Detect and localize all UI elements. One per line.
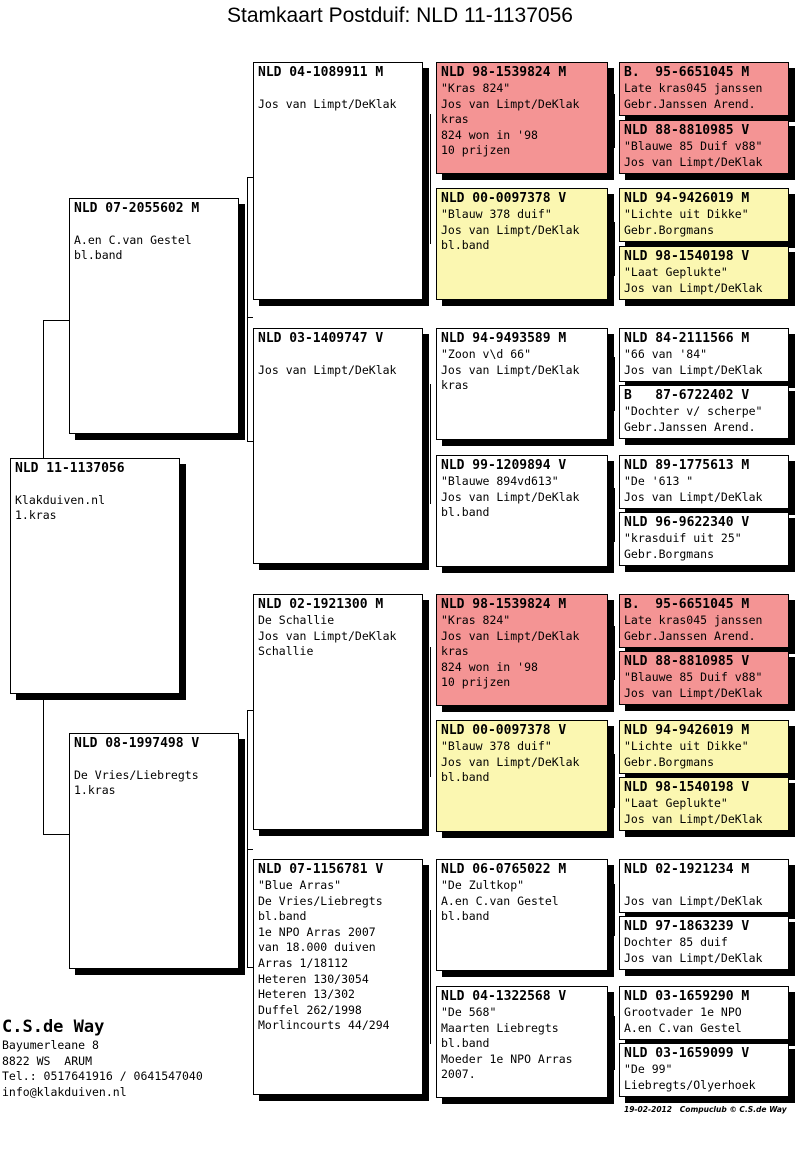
card-detail-line	[74, 752, 234, 768]
card-detail-line: "krasduif uit 25"	[624, 531, 742, 545]
ring-number: NLD 06-0765022 M	[441, 862, 567, 877]
card-detail-line: Gebr.Borgmans	[624, 222, 715, 237]
ring-number: NLD 02-1921300 M	[258, 597, 384, 612]
connector-line	[614, 884, 615, 936]
card-detail-line: Dochter 85 duif	[624, 935, 728, 949]
ring-number: B 87-6722402 V	[624, 388, 750, 403]
ring-number: NLD 04-1089911 M	[258, 65, 384, 80]
pedigree-card-gen4	[619, 859, 789, 913]
card-detail-line: Gebr.Borgmans	[624, 754, 715, 769]
card-detail-line: Jos van Limpt/DeKlak	[624, 811, 763, 826]
card-detail-line: "Lichte uit Dikke"	[624, 739, 749, 753]
ring-number: NLD 03-1659290 M	[624, 989, 750, 1004]
card-detail-line	[624, 878, 784, 894]
card-detail-line: Jos van Limpt/DeKlak	[258, 628, 397, 643]
pedigree-card-grandsire-maternal	[253, 594, 423, 830]
card-detail-line: bl.band	[441, 238, 490, 253]
card-detail-line: Jos van Limpt/DeKlak	[624, 362, 763, 377]
card-detail-line: Jos van Limpt/DeKlak	[441, 362, 580, 377]
card-detail-line: kras	[441, 112, 469, 127]
card-detail-line: Gebr.Janssen Arend.	[624, 628, 756, 643]
ring-number: B. 95-6651045 M	[624, 65, 750, 80]
card-detail-line: Jos van Limpt/DeKlak	[441, 754, 580, 769]
card-detail-line: "Blauw 378 duif"	[441, 207, 552, 221]
card-detail-line: Heteren 13/302	[258, 987, 355, 1002]
pedigree-card-gen4	[619, 720, 789, 774]
card-detail-line: "Zoon v\d 66"	[441, 347, 532, 361]
card-detail-line: Jos van Limpt/DeKlak	[441, 96, 580, 111]
card-detail-line: De Vries/Liebregts	[74, 767, 199, 782]
connector-line	[614, 754, 615, 808]
card-detail-line: 824 won in '98	[441, 659, 538, 674]
page-title: Stamkaart Postduif: NLD 11-1137056	[227, 4, 573, 27]
pedigree-card-gen4	[619, 188, 789, 242]
card-detail-line: Jos van Limpt/DeKlak	[624, 154, 763, 169]
card-detail-line: "De '613 "	[624, 474, 694, 488]
pedigree-card-gen3	[436, 720, 608, 832]
pedigree-card-gen3	[436, 62, 608, 174]
card-detail-line: De Schallie	[258, 613, 335, 627]
card-detail-line: Jos van Limpt/DeKlak	[441, 222, 580, 237]
card-detail-line: bl.band	[441, 770, 490, 785]
card-detail-line: "66 van '84"	[624, 347, 708, 361]
pedigree-card-gen4	[619, 62, 789, 116]
card-detail-line: Jos van Limpt/DeKlak	[624, 280, 763, 295]
card-detail-line: Jos van Limpt/DeKlak	[441, 628, 580, 643]
card-detail-line: 10 prijzen	[441, 675, 511, 690]
card-detail-line: A.en C.van Gestel	[74, 232, 192, 247]
ring-number: NLD 02-1921234 M	[624, 862, 750, 877]
card-detail-line: "Dochter v/ scherpe"	[624, 404, 763, 418]
card-detail-line: Heteren 130/3054	[258, 971, 369, 986]
ring-number: NLD 03-1409747 V	[258, 331, 384, 346]
breeder-name: C.S.de Way	[2, 1017, 105, 1037]
ring-number: NLD 88-8810985 V	[624, 654, 750, 669]
card-detail-line: "Blue Arras"	[258, 878, 342, 892]
card-detail-line	[258, 347, 418, 363]
card-detail-line: bl.band	[258, 909, 307, 924]
card-detail-line: A.en C.van Gestel	[441, 893, 559, 908]
pedigree-card-granddam-paternal	[253, 328, 423, 564]
card-detail-line: Moeder 1e NPO Arras	[441, 1051, 573, 1066]
card-detail-line	[15, 477, 175, 493]
card-detail-line: van 18.000 duiven	[258, 940, 376, 955]
ring-number: NLD 03-1659099 V	[624, 1046, 750, 1061]
pedigree-card-dam	[69, 733, 239, 969]
ring-number: NLD 00-0097378 V	[441, 723, 567, 738]
card-detail-line: "Lichte uit Dikke"	[624, 207, 749, 221]
card-detail-line: Jos van Limpt/DeKlak	[624, 893, 763, 908]
ring-number: NLD 94-9426019 M	[624, 723, 750, 738]
connector-line	[43, 834, 70, 835]
card-detail-line: "De 568"	[441, 1005, 497, 1019]
card-detail-line: "Laat Geplukte"	[624, 796, 728, 810]
card-detail-line: Maarten Liebregts	[441, 1020, 559, 1035]
connector-line	[614, 94, 615, 148]
connector-line	[614, 1016, 615, 1070]
pedigree-card-subject	[10, 458, 180, 694]
breeder-address-line: Bayumerleane 8	[2, 1038, 99, 1052]
ring-number: NLD 08-1997498 V	[74, 736, 200, 751]
pedigree-card-gen4	[619, 512, 789, 566]
card-detail-line: Late kras045 janssen	[624, 613, 763, 627]
ring-number: NLD 00-0097378 V	[441, 191, 567, 206]
card-detail-line: bl.band	[441, 1036, 490, 1051]
ring-number: NLD 88-8810985 V	[624, 123, 750, 138]
breeder-email-link[interactable]: info@klakduiven.nl	[2, 1084, 127, 1099]
pedigree-card-gen4	[619, 246, 789, 300]
connector-line	[43, 320, 44, 461]
card-detail-line: 2007.	[441, 1067, 476, 1082]
pedigree-card-gen3	[436, 188, 608, 300]
card-detail-line: 10 prijzen	[441, 143, 511, 158]
breeder-phone-line: Tel.: 0517641916 / 0641547040	[2, 1069, 203, 1083]
card-detail-line: 824 won in '98	[441, 127, 538, 142]
card-detail-line: Duffel 262/1998	[258, 1002, 362, 1017]
ring-number: NLD 07-2055602 M	[74, 201, 200, 216]
connector-line	[247, 177, 248, 441]
ring-number: NLD 96-9622340 V	[624, 515, 750, 530]
ring-number: NLD 11-1137056	[15, 461, 125, 476]
pedigree-card-gen3	[436, 986, 608, 1098]
pedigree-card-gen3	[436, 455, 608, 567]
connector-line	[430, 114, 431, 244]
card-detail-line	[74, 217, 234, 233]
connector-line	[43, 700, 44, 834]
connector-line	[430, 910, 431, 1044]
card-detail-line: Arras 1/18112	[258, 955, 349, 970]
ring-number: NLD 07-1156781 V	[258, 862, 384, 877]
pedigree-card-gen4	[619, 1043, 789, 1097]
card-detail-line: Gebr.Janssen Arend.	[624, 419, 756, 434]
card-detail-line: A.en C.van Gestel	[624, 1020, 742, 1035]
connector-line	[430, 647, 431, 777]
card-detail-line: "Blauw 378 duif"	[441, 739, 552, 753]
card-detail-line: "Kras 824"	[441, 81, 511, 95]
pedigree-card-gen3	[436, 859, 608, 971]
pedigree-card-gen4	[619, 594, 789, 648]
card-detail-line: "De 99"	[624, 1062, 673, 1076]
pedigree-card-gen4	[619, 651, 789, 705]
connector-line	[247, 849, 253, 850]
card-detail-line: bl.band	[74, 248, 123, 263]
pedigree-card-gen4	[619, 916, 789, 970]
card-detail-line: Jos van Limpt/DeKlak	[258, 362, 397, 377]
ring-number: NLD 98-1539824 M	[441, 65, 567, 80]
pedigree-card-granddam-maternal	[253, 859, 423, 1095]
card-detail-line: Grootvader 1e NPO	[624, 1005, 742, 1019]
breeder-info	[2, 1016, 203, 1100]
card-detail-line: 1.kras	[74, 783, 116, 798]
card-detail-line: bl.band	[441, 909, 490, 924]
card-detail-line: De Vries/Liebregts	[258, 893, 383, 908]
card-detail-line: 1e NPO Arras 2007	[258, 924, 376, 939]
connector-line	[614, 222, 615, 276]
connector-line	[43, 320, 70, 321]
card-detail-line: Morlincourts 44/294	[258, 1018, 390, 1033]
card-detail-line: Gebr.Janssen Arend.	[624, 96, 756, 111]
card-detail-line: Jos van Limpt/DeKlak	[624, 685, 763, 700]
pedigree-card-gen3	[436, 328, 608, 440]
ring-number: NLD 94-9426019 M	[624, 191, 750, 206]
card-detail-line: Klakduiven.nl	[15, 492, 106, 507]
ring-number: NLD 04-1322568 V	[441, 989, 567, 1004]
connector-line	[247, 317, 253, 318]
pedigree-card-gen4	[619, 455, 789, 509]
card-detail-line	[258, 81, 418, 97]
card-detail-line: "Blauwe 85 Duif v88"	[624, 139, 763, 153]
ring-number: NLD 97-1863239 V	[624, 919, 750, 934]
card-detail-line: Gebr.Borgmans	[624, 546, 715, 561]
pedigree-card-gen3	[436, 594, 608, 706]
card-detail-line: "De Zultkop"	[441, 878, 525, 892]
breeder-postcode-line: 8822 WS ARUM	[2, 1053, 93, 1068]
ring-number: NLD 98-1539824 M	[441, 597, 567, 612]
connector-line	[430, 384, 431, 504]
card-detail-line: Liebregts/Olyerhoek	[624, 1077, 756, 1092]
card-detail-line: Jos van Limpt/DeKlak	[624, 950, 763, 965]
ring-number: NLD 89-1775613 M	[624, 458, 750, 473]
pedigree-card-gen4	[619, 328, 789, 382]
pedigree-card-grandsire-paternal	[253, 62, 423, 300]
card-detail-line: Late kras045 janssen	[624, 81, 763, 95]
ring-number: NLD 98-1540198 V	[624, 249, 750, 264]
ring-number: NLD 94-9493589 M	[441, 331, 567, 346]
connector-line	[614, 488, 615, 542]
card-detail-line: "Laat Geplukte"	[624, 265, 728, 279]
pedigree-card-gen4	[619, 777, 789, 831]
ring-number: B. 95-6651045 M	[624, 597, 750, 612]
pedigree-card-gen4	[619, 986, 789, 1040]
card-detail-line: kras	[441, 644, 469, 659]
card-detail-line: "Kras 824"	[441, 613, 511, 627]
pedigree-card-gen4	[619, 120, 789, 174]
card-detail-line: Jos van Limpt/DeKlak	[441, 489, 580, 504]
card-detail-line: kras	[441, 378, 469, 393]
ring-number: NLD 84-2111566 M	[624, 331, 750, 346]
card-detail-line: 1.kras	[15, 508, 57, 523]
footer-credit: 19-02-2012 Compuclub © C.S.de Way	[624, 1105, 787, 1114]
connector-line	[614, 357, 615, 411]
card-detail-line: "Blauwe 894vd613"	[441, 474, 559, 488]
card-detail-line: Schallie	[258, 644, 314, 659]
pedigree-card-gen4	[619, 385, 789, 439]
ring-number: NLD 98-1540198 V	[624, 780, 750, 795]
ring-number: NLD 99-1209894 V	[441, 458, 567, 473]
pedigree-card-sire	[69, 198, 239, 434]
card-detail-line: Jos van Limpt/DeKlak	[624, 489, 763, 504]
card-detail-line: bl.band	[441, 505, 490, 520]
card-detail-line: "Blauwe 85 Duif v88"	[624, 670, 763, 684]
connector-line	[247, 710, 248, 967]
connector-line	[614, 626, 615, 680]
card-detail-line: Jos van Limpt/DeKlak	[258, 96, 397, 111]
